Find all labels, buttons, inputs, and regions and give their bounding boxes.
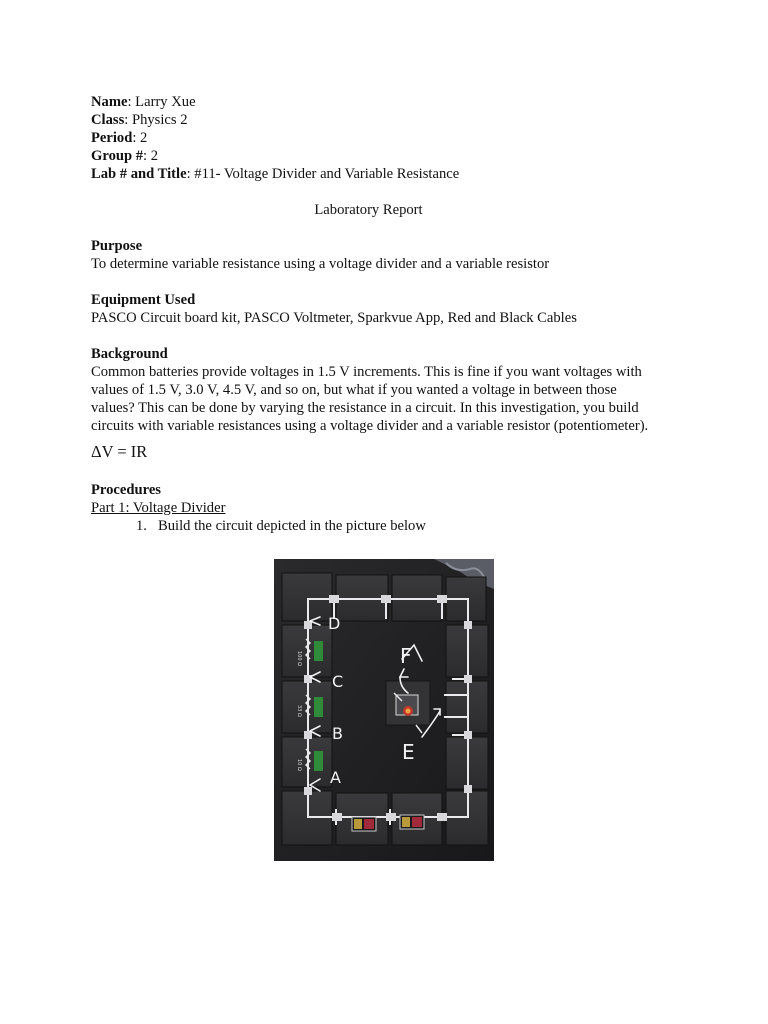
procedures-heading: Procedures <box>91 482 161 498</box>
lab-title-value: : #11- Voltage Divider and Variable Resistance <box>186 166 460 182</box>
procedure-step <box>91 517 691 535</box>
name-label: Name <box>91 94 128 110</box>
name-line <box>91 93 691 111</box>
period-line <box>91 129 691 147</box>
class-value: : Physics 2 <box>124 112 188 128</box>
group-value: : 2 <box>143 148 159 164</box>
annotation-letter-c: C <box>332 672 344 691</box>
background-line: values of 1.5 V, 3.0 V, 4.5 V, and so on, but what if you wanted a voltage in between those <box>91 382 617 398</box>
purpose-text: To determine variable resistance using a voltage divider and a variable resistor <box>91 256 550 272</box>
group-line <box>91 147 691 165</box>
name-value: : Larry Xue <box>127 94 196 110</box>
annotation-letter-d: D <box>328 614 341 633</box>
class-line <box>91 111 691 129</box>
step-number: 1. <box>136 518 147 534</box>
resistor-label: 33 Ω <box>296 705 302 717</box>
period-value: : 2 <box>132 130 148 146</box>
class-label: Class <box>91 112 125 128</box>
annotation-letter-e: E <box>402 740 415 764</box>
background-paragraph <box>91 363 691 435</box>
resistor-label: 100 Ω <box>296 651 302 666</box>
circuit-board-illustration <box>274 559 494 861</box>
annotation-letter-a: A <box>330 768 341 787</box>
circuit-photo <box>274 559 494 861</box>
equipment-heading: Equipment Used <box>91 292 196 308</box>
report-title: Laboratory Report <box>314 202 423 218</box>
lab-title-label: Lab # and Title <box>91 166 187 182</box>
background-line: values? This can be done by varying the resistance in a circuit. In this investigation, you build <box>91 400 639 416</box>
period-label: Period <box>91 130 133 146</box>
procedure-steps <box>91 517 691 535</box>
background-heading: Background <box>91 346 168 362</box>
equipment-text: PASCO Circuit board kit, PASCO Voltmeter, Sparkvue App, Red and Black Cables <box>91 310 577 326</box>
purpose-heading: Purpose <box>91 238 143 254</box>
lab-title-line <box>91 165 691 183</box>
background-line: circuits with variable resistances using a voltage divider and a variable resistor (potentiometer). <box>91 418 649 434</box>
annotation-letter-f: F <box>400 644 412 668</box>
resistor-label: 10 Ω <box>296 759 302 771</box>
step-text: Build the circuit depicted in the picture below <box>158 518 426 534</box>
ohms-law-equation: ΔV = IR <box>91 442 148 461</box>
document-body <box>91 93 691 535</box>
background-line: Common batteries provide voltages in 1.5 V increments. This is fine if you want voltages with <box>91 364 642 380</box>
part1-title: Part 1: Voltage Divider <box>91 500 226 516</box>
annotation-letter-b: B <box>332 724 343 743</box>
group-label: Group # <box>91 148 144 164</box>
